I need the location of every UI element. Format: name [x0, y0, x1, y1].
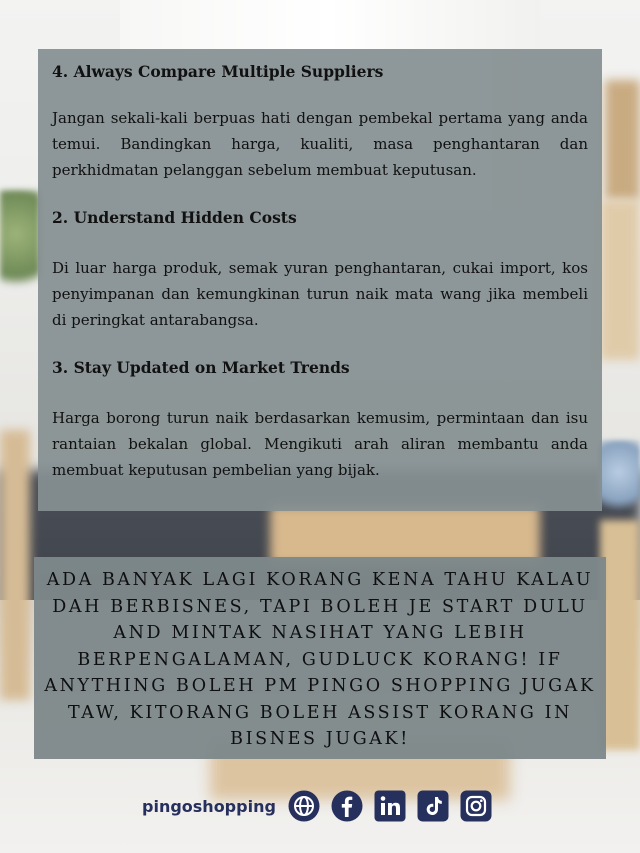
- tiktok-icon[interactable]: [417, 790, 449, 822]
- section-body: Jangan sekali-kali berpuas hati dengan pembekal pertama yang anda temui. Bandingkan harga, kualiti, masa penghantaran dan perkhidmatan pelanggan sebelum membuat keputusan.: [52, 109, 588, 179]
- section-title: 2. Understand Hidden Costs: [52, 208, 297, 227]
- section-title: 3. Stay Updated on Market Trends: [52, 358, 350, 377]
- tips-panel: [38, 49, 602, 511]
- section-title: 4. Always Compare Multiple Suppliers: [52, 62, 384, 81]
- section-body: Di luar harga produk, semak yuran penghantaran, cukai import, kos penyimpanan dan kemungkinan turun naik mata wang jika membeli di peringkat antarabangsa.: [52, 259, 588, 329]
- footer: [142, 788, 503, 824]
- callout-text: ADA BANYAK LAGI KORANG KENA TAHU KALAU DAH BERBISNES, TAPI BOLEH JE START DULU AND MINTAK NASIHAT YANG LEBIH BERPENGALAMAN, GUDLUCK KORANG! IF ANYTHING BOLEH PM PINGO SHOPPING JUGAK TAW, KITORANG BOLEH ASSIST KORANG IN BISNES JUGAK!: [44, 570, 596, 749]
- facebook-icon[interactable]: [331, 790, 363, 822]
- section-body: Harga borong turun naik berdasarkan kemusim, permintaan dan isu rantaian bekalan global. Mengikuti arah aliran membantu anda membuat keputusan pembelian yang bijak.: [52, 409, 588, 479]
- instagram-icon[interactable]: [460, 790, 492, 822]
- globe-icon[interactable]: [288, 790, 320, 822]
- brand-handle: pingoshopping: [142, 796, 276, 816]
- linkedin-icon[interactable]: [374, 790, 406, 822]
- callout-panel: [34, 557, 606, 759]
